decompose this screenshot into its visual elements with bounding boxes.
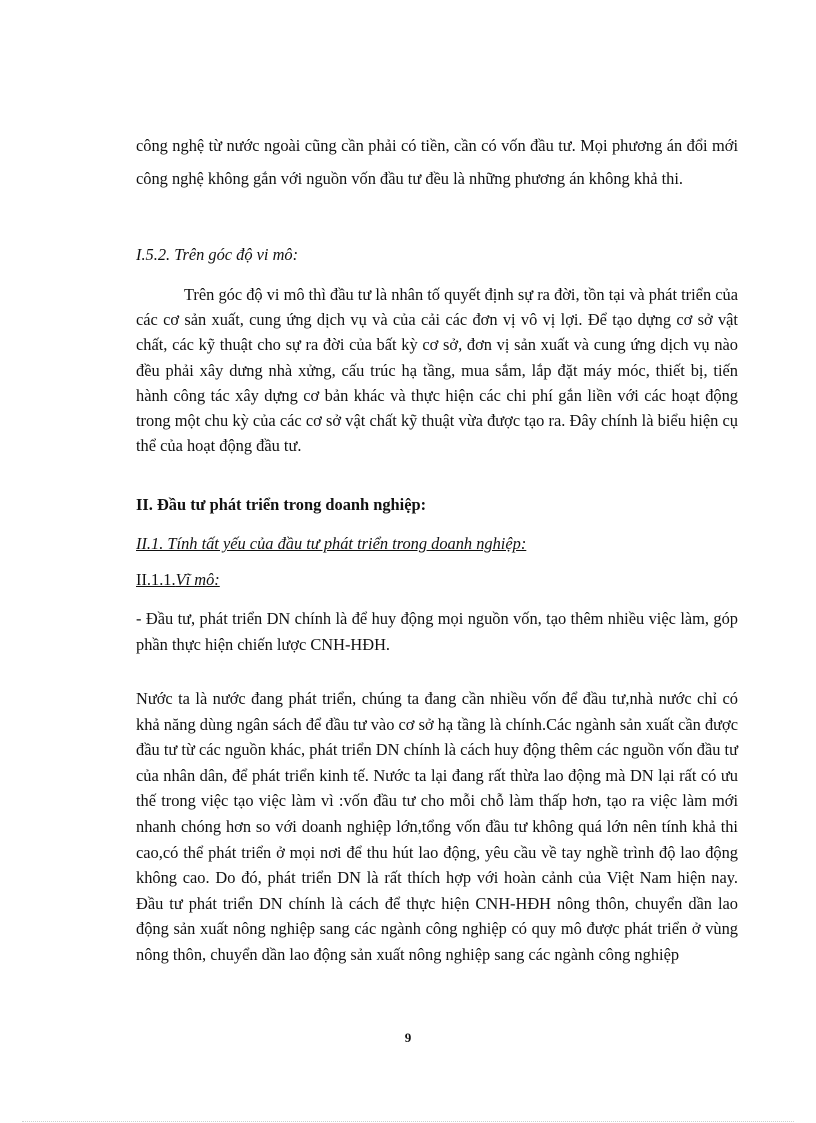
paragraph-micro-investment-text: Trên góc độ vi mô thì đầu tư là nhân tố quyết định sự ra đời, tồn tại và phát triển của các cơ sản xuất, cung ứng dịch vụ và của cải các đơn vị vô vị lợi. Để tạo dựng cơ sở vật chất, các kỹ thuật cho sự ra đời của bất kỳ cơ sở, đơn vị sản xuất và cung ứng dịch vụ nào đều phải xây dưng nhà xửng, cấu trúc hạ tầng, mua sắm, lắp đặt máy móc, thiết bị, tiến hành công tác xây dựng cơ bản khác và thực hiện các chi phí gắn liền với các hoạt động trong một chu kỳ của các cơ sở vật chất kỹ thuật vừa được tạo ra. Đây chính là biểu hiện cụ thể của hoạt động đầu tư. xyxy=(136,285,738,456)
heading-enterprise-investment: II. Đầu tư phát triển trong doanh nghiệp: xyxy=(136,495,427,514)
page-bottom-divider xyxy=(22,1121,794,1122)
heading-macro-number: II.1.1. xyxy=(136,570,176,589)
heading-macro xyxy=(136,570,738,590)
paragraph-tech-investment: công nghệ từ nước ngoài cũng cần phải có tiền, cần có vốn đầu tư. Mọi phương án đổi mới công nghệ không gắn với nguồn vốn đầu tư đều là những phương án không khả thi. xyxy=(136,136,738,188)
heading-micro-perspective: I.5.2. Trên góc độ vi mô: xyxy=(136,245,299,264)
paragraph-country-development: Nước ta là nước đang phát triển, chúng ta đang cần nhiều vốn để đầu tư,nhà nước chỉ có khả năng dùng ngân sách để đầu tư vào cơ sở hạ tầng là chính.Các ngành sản xuất cần được đầu tư từ các nguồn khác, phát triển DN chính là cách huy động thêm các nguồn vốn đầu tư của nhân dân, để phát triển kinh tế. Nước ta lại đang rất thừa lao động mà DN lại rất có ưu thế trong việc tạo việc làm vì :vốn đầu tư cho mỗi chỗ làm thấp hơn, tạo ra việc làm mới nhanh chóng hơn so với doanh nghiệp lớn,tổng vốn đầu tư không quá lớn nên tính khả thi cao,có thể phát triển ở mọi nơi để thu hút lao động, yêu cầu về tay nghề trình độ lao động không cao. Do đó, phát triển DN là rất thích hợp với hoàn cảnh của Việt Nam hiện nay. Đầu tư phát triển DN chính là cách để thực hiện CNH-HĐH nông thôn, chuyển dần lao động sản xuất nông nghiệp sang các ngành công nghiệp có quy mô được phát triển ở vùng nông thôn, chuyển dần lao động sản xuất nông nghiệp sang các ngành công nghiệp xyxy=(136,689,738,964)
page-number: 9 xyxy=(404,1030,412,1045)
heading-macro-title: Vĩ mô: xyxy=(175,570,220,589)
paragraph-micro-investment xyxy=(136,282,738,458)
heading-necessity: II.1. Tính tất yếu của đầu tư phát triển trong doanh nghiệp: xyxy=(136,534,527,553)
paragraph-bullet-capital: - Đầu tư, phát triển DN chính là để huy động mọi nguồn vốn, tạo thêm nhiều việc làm, góp phần thực hiện chiến lược CNH-HĐH. xyxy=(136,609,738,654)
